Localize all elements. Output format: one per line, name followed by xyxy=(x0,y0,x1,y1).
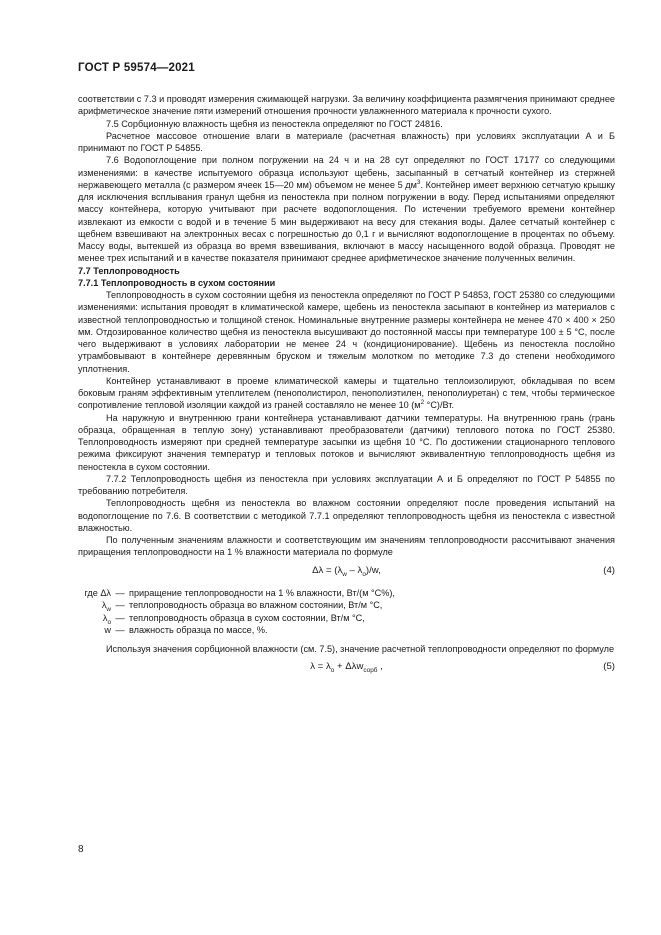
formula-5-sub-sorb: сорб xyxy=(363,667,378,675)
paragraph-sorption: Используя значения сорбционной влажности (см. 7.5), значение расчетной теплопроводности определяют по формуле xyxy=(106,643,615,654)
formula-4-expression xyxy=(78,565,615,577)
paragraph-continuation: соответствии с 7.3 и проводят измерения сжимающей нагрузки. За величину коэффициента размягчения принимают среднее арифметическое значение пяти измерений отношения прочности увлажненного материала к прочности сухого. xyxy=(78,94,615,117)
where-description: приращение теплопроводности на 1 % влажности, Вт/(м °С%), xyxy=(129,587,395,598)
formula-5-rhs: , xyxy=(377,661,383,673)
superscript-cubic: 3 xyxy=(416,178,421,186)
formula-4-sub-w: w xyxy=(342,570,347,578)
paragraph-wet-state: Теплопроводность щебня из пеностекла во влажном состоянии определяют после проведения испытаний на водопоглощение по 7.6. В соответствии с методикой 7.7.1 определяют теплопроводность щебня из пеностекла с известной влажностью. xyxy=(78,498,615,533)
where-description: теплопроводность образца в сухом состоянии, Вт/м °С, xyxy=(129,612,365,623)
where-description: теплопроводность образца во влажном состоянии, Вт/м °С, xyxy=(129,600,383,611)
paragraph-7-7-2: 7.7.2 Теплопроводность щебня из пеностекла при условиях эксплуатации А и Б определяют по ГОСТ Р 54855 по требованию потребителя. xyxy=(78,473,615,496)
where-dash: — xyxy=(115,587,125,598)
where-lead: где xyxy=(84,587,98,598)
page-header-title: ГОСТ Р 59574—2021 xyxy=(78,62,195,74)
where-dash: — xyxy=(115,625,125,636)
formula-5-number: (5) xyxy=(603,661,615,673)
where-symbol-text: λ xyxy=(101,600,107,611)
heading-7-7: 7.7 Теплопроводность xyxy=(78,265,180,276)
where-row xyxy=(78,624,615,637)
formula-5-lhs: λ = λ xyxy=(310,661,331,673)
where-description: влажность образца по массе, %. xyxy=(129,625,268,636)
paragraph-calculation: По полученным значениям влажности и соответствующим им значениям теплопроводности рассчитывают значения приращения теплопроводности на 1 % влажности материала по формуле xyxy=(78,535,615,558)
formula-5-expression xyxy=(78,661,615,673)
where-row xyxy=(78,612,615,625)
formula-4-number: (4) xyxy=(603,564,615,576)
paragraph-design-moisture: Расчетное массовое отношение влаги в материале (расчетная влажность) при условиях эксплуатации А и Б принимают по ГОСТ Р 54855. xyxy=(78,130,615,153)
paragraph-7-5: 7.5 Сорбционную влажность щебня из пеностекла определяют по ГОСТ 24816. xyxy=(106,118,443,129)
text-7-6-part-b: . Контейнер имеет верхнюю сетчатую крышку для исключения всплывания гранул щебня из пеностекла при полном погружении в воду. Перед испытаниями определяют массу контейнера, которую учитывают при расчете водопоглощения. По истечении требуемого времени контейнер извлекают из емкости с водой и в течение 5 мин выдерживают на весу для стекания воды. Далее сетчатый контейнер с щебнем взвешивают на электронных весах с погрешностью до 0,1 г и вычисляют водопоглощение в процентах по объему. Массу воды, вытекшей из образца во время взвешивания, включают в массу насыщенного водой образца. Проводят не менее трех испытаний и в качестве показателя принимают среднее арифметическое значение полученных величин. xyxy=(78,179,615,264)
where-list xyxy=(78,587,615,637)
formula-4-lhs: Δλ = (λ xyxy=(312,564,343,576)
text-7-6-part-a: 7.6 Водопоглощение при полном погружении на 24 ч и на 28 сут определяют по ГОСТ 17177 со следующими изменениями: в качестве испытуемого образца используют щебень, засыпанный в сетчатый контейнер из стержней нержавеющего металла (с размером ячеек 15—20 мм) объемом не менее 5 дм xyxy=(78,155,615,190)
where-row xyxy=(78,599,615,612)
text-container-part-a: Контейнер устанавливают в проеме климатической камеры и тщательно теплоизолируют, обкладывая по всем боковым граням эффективным утеплителем (пенополистирол, пенополиэтилен, пенополиуретан) с тем, чтобы термическое сопротивление тепловой изоляции каждой из граней составляло не менее 10 (м xyxy=(78,375,615,411)
where-symbol xyxy=(78,587,111,600)
superscript-square: 2 xyxy=(420,399,425,407)
text-container-part-b: °С)/Вт. xyxy=(424,400,454,411)
formula-4-sub-o: o xyxy=(362,570,366,578)
where-symbol-text: w xyxy=(104,625,111,636)
where-symbol-text: Δλ xyxy=(100,587,111,598)
where-symbol-text: λ xyxy=(102,612,108,623)
where-symbol-sub: o xyxy=(107,618,111,626)
where-symbol xyxy=(78,612,111,625)
formula-4 xyxy=(78,565,615,581)
page-number: 8 xyxy=(78,844,84,855)
formula-5 xyxy=(78,661,615,677)
paragraph-container-insulation xyxy=(78,375,615,412)
formula-4-rhs: )/w, xyxy=(365,564,381,576)
where-symbol xyxy=(78,599,111,612)
document-body xyxy=(78,93,615,683)
formula-5-sub-o: o xyxy=(330,667,335,675)
paragraph-7-7-1: Теплопроводность в сухом состоянии щебня из пеностекла определяют по ГОСТ Р 54853, ГОСТ 25380 со следующими изменениями: испытания проводят в климатической камере, щебень из пеностекла засыпают в контейнер из материалов с известной теплопроводностью и толщиной стенок. Номинальные внутренние размеры контейнера не менее 470 × 400 × 250 мм. Отдозированное количество щебня из пеностекла высушивают до постоянной массы при температуре 100 ± 5 °С, после чего выдерживают в условиях лаборатории не менее 24 ч (кондиционирование). Щебень из пеностекла послойно утрамбовывают в контейнере деревянным бруском и тяжелым молотком по методике 7.3 до степени необходимого уплотнения. xyxy=(78,290,615,374)
where-dash: — xyxy=(115,612,125,623)
formula-4-mid: – λ xyxy=(346,564,363,576)
paragraph-7-6 xyxy=(78,154,615,264)
paragraph-sensors: На наружную и внутреннюю грани контейнера устанавливают датчики температуры. На внутреннюю грань (грань образца, обращенная в теплую зону) устанавливают преобразователи (датчики) теплового потока по ГОСТ 25380. Теплопроводность измеряют при средней температуре засыпки из щебня 10 °С. По достижении стационарного теплового режима фиксируют значения температур и тепловых потоков и вычисляют эквивалентную теплопроводность щебня из пеностекла в сухом состоянии. xyxy=(78,412,615,472)
formula-5-mid: + Δλw xyxy=(334,661,364,673)
where-dash: — xyxy=(115,600,125,611)
where-row xyxy=(78,587,615,600)
where-symbol-sub: w xyxy=(106,605,111,613)
where-symbol xyxy=(78,624,111,637)
heading-7-7-1: 7.7.1 Теплопроводность в сухом состоянии xyxy=(78,277,276,288)
